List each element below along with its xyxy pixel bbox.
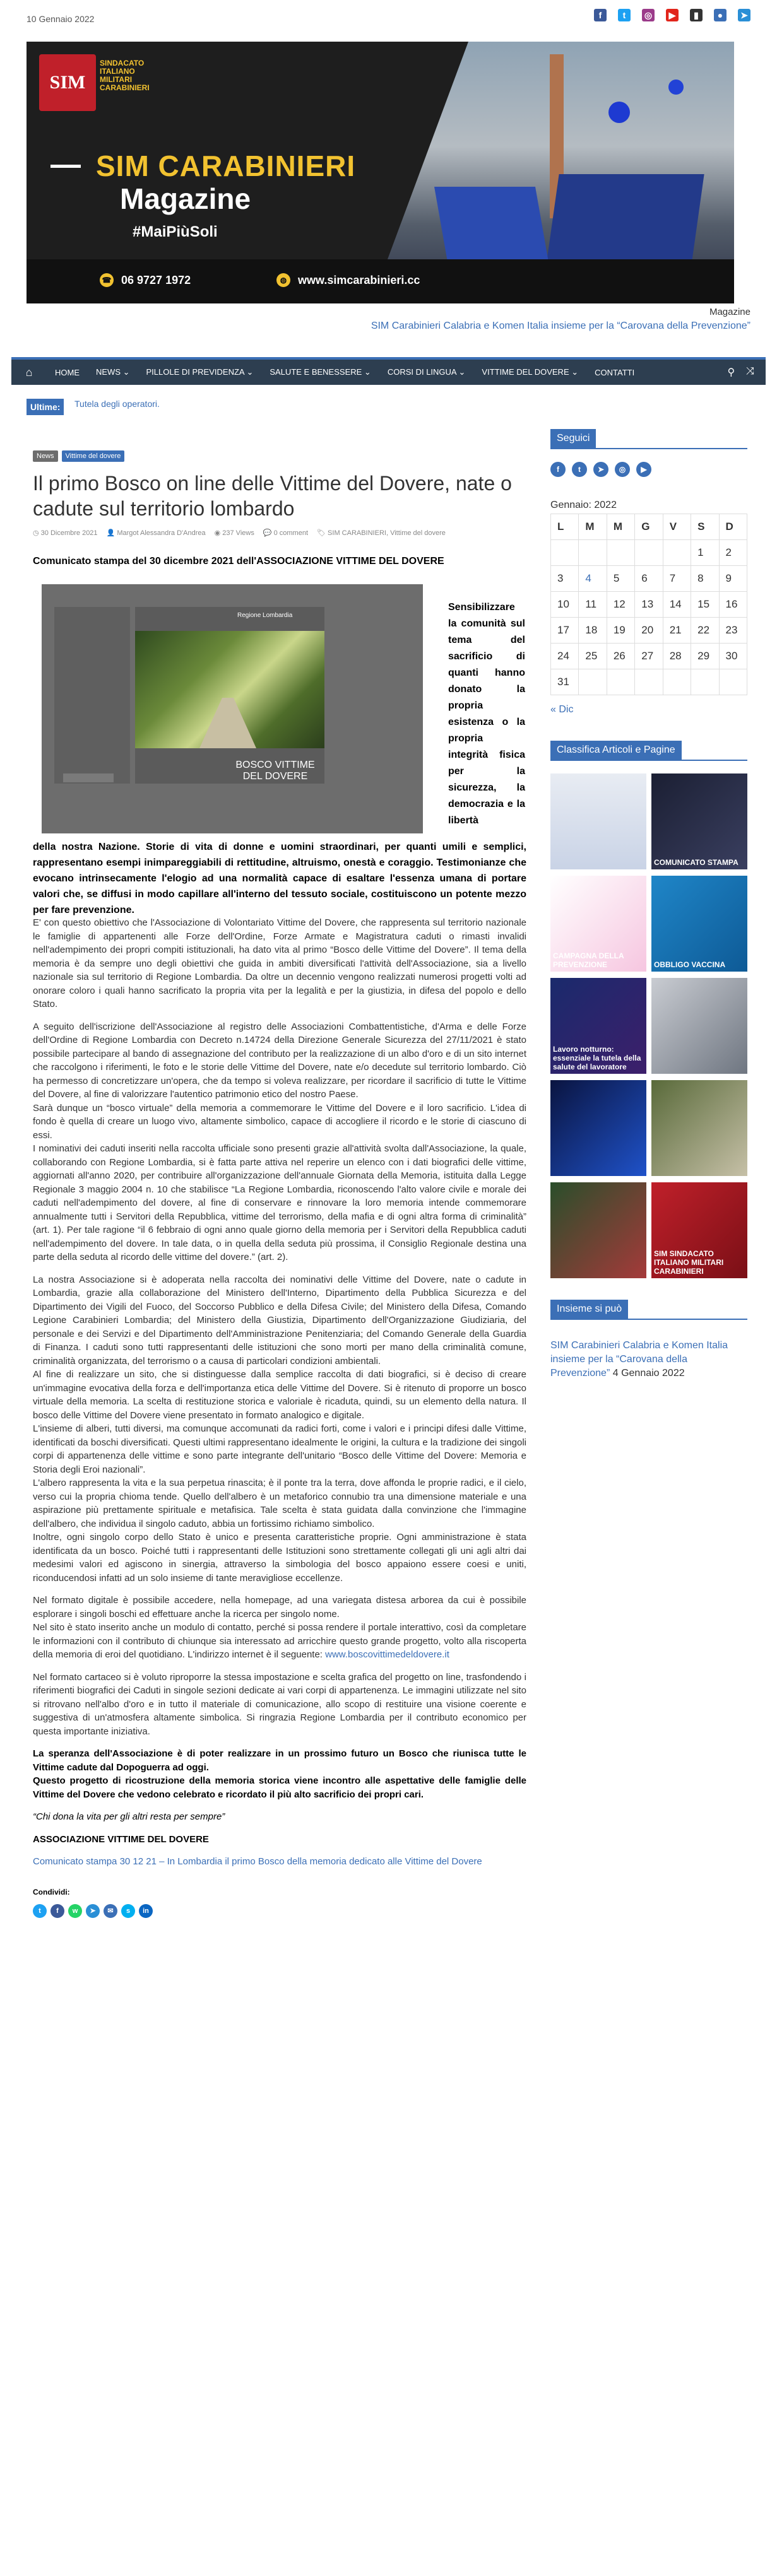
- twitter-share-icon[interactable]: t: [33, 1904, 47, 1918]
- calendar-day: 3: [551, 566, 579, 592]
- calendar-day: 6: [635, 566, 663, 592]
- search-icon[interactable]: ⚲: [727, 367, 735, 378]
- facebook-share-icon[interactable]: f: [50, 1904, 64, 1918]
- paragraph: L'albero rappresenta la vita e la sua perpetua rinascita; è il ponte tra la terra, dove affonda le proprie radici, e il cielo, verso cui la propria chioma tende. Quello dell'albero è un metaforico connubio tra una dimensione materiale e una aspirazione più prettamente spirituale e metafisica. Tale scelta è stata guidata dalla convinzione che l'immagine dell'albero, che individua il singolo caduto, abbia un fortissimo richiamo simbolico.: [33, 1478, 526, 1529]
- calendar-day: [551, 540, 579, 566]
- article-title: Il primo Bosco on line delle Vittime del Dovere, nate o cadute sul territorio lombardo: [33, 472, 512, 520]
- banner-subtitle: Magazine: [120, 182, 251, 215]
- youtube-icon[interactable]: ▶: [666, 9, 679, 21]
- thumbnail-caption: [651, 1171, 747, 1176]
- calendar-day: 30: [719, 644, 747, 669]
- thumbnail-caption: [550, 1171, 646, 1176]
- sim-logo-text: SINDACATO ITALIANO MILITARI CARABINIERI: [100, 59, 150, 92]
- facebook-icon[interactable]: f: [594, 9, 607, 21]
- calendar-day: [607, 540, 634, 566]
- thumbnail-caption: [550, 864, 646, 869]
- calendar-day: 18: [579, 618, 607, 644]
- paragraph: Sarà dunque un “bosco virtuale” della memoria a commemorare le Vittime del Dovere e il loro sacrificio. L'idea di fondo è quella di creare un luogo vivo, altamente simbolico, capace di accogliere il ricordo e le storie di ciascuno di essi.: [33, 1102, 526, 1141]
- paragraph: La nostra Associazione si è adoperata nella raccolta dei nominativi delle Vittime del Dovere, nate o cadute in Lombardia, grazie alla collaborazione del Ministero dell'Interno, Dipartimento della Pubblica Sicurezza e del Dipartimento dei Vigili del Fuoco, del Soccorso Pubblico e della Difesa Civile; del Ministero della Difesa, Comando Legione Carabinieri Lombardia; del Ministero della Giustizia, Dipartimento dell'Organizzazione Giudiziaria, del personale e dei Servizi e del Dipartimento dell'Amministrazione Penitenziaria; del Comando Generale della Guardia di Finanza. I caduti sono tutti rappresentanti delle istituzioni che sono morti per mano della criminalità comune, criminalità organizzata, del terrorismo o a causa di particolari condizioni ambientali.: [33, 1274, 526, 1367]
- intro-text-continued: della nostra Nazione. Storie di vita di donne e uomini straordinari, per quanti umili e semplici, rappresentano esempi inimpareggiabili di rettitudine, altruismo, onestà e coraggio. Testimonianze che evocano intrinsecamente l'elogio ad una normalità capace di esaltare l'essenza umana di portare valori che, se diffusi in modo capillare all'interno del tessuto sociale, costituiscono un potente mezzo per fare prevenzione.: [33, 842, 526, 915]
- regione-lombardia-logo: Regione Lombardia: [237, 612, 293, 619]
- telegram-icon[interactable]: ➤: [738, 9, 750, 21]
- calendar-day: 28: [663, 644, 691, 669]
- paragraph: A seguito dell'iscrizione dell'Associazione al registro delle Associazioni Combattentistiche, d'Arma e delle Forze dell'Ordine di Regione Lombardia con Decreto n.14724 della Direzione Generale Sicurezza del 27/11/2021 è stato possibile partecipare al bando di assegnazione del contributo per la realizzazione di un albo d'oro e di un sito internet che raccolgono i riferimenti, le foto e le storie delle Vittime del Dovere, nate e/o decedute sul territorio lombardo. Ciò ha permesso di concretizzare un'opera, che da tempo si voleva realizzare, per ricordare il sacrificio di tutte le Vittime del Dovere, al fine di valorizzare l'autentico patrimonio etico del nostro Paese.: [33, 1021, 526, 1100]
- intro-text: Sensibilizzare la comunità sul tema del sacrificio di quanti hanno donato la propria esistenza o la propria integrità fisica per la sicurezza, la democrazia e la libertà: [448, 602, 525, 826]
- calendar-day: 21: [663, 618, 691, 644]
- banner-title: SIM CARABINIERI: [96, 150, 356, 182]
- header-social-links: [594, 9, 750, 21]
- website-link[interactable]: www.boscovittimedeldovere.it: [325, 1649, 449, 1660]
- calendar-prev-month[interactable]: « Dic: [550, 704, 574, 715]
- calendar-day: 12: [607, 592, 634, 618]
- article: [33, 450, 526, 1915]
- top-post-thumbnail[interactable]: [651, 978, 747, 1074]
- skype-share-icon[interactable]: s: [121, 1904, 135, 1918]
- recent-post-link[interactable]: SIM Carabinieri Calabria e Komen Italia insieme per la “Carovana della Prevenzione”: [550, 1340, 728, 1379]
- calendar-weekday: V: [663, 514, 691, 540]
- press-release-link[interactable]: Comunicato stampa 30 12 21 – In Lombardia il primo Bosco della memoria dedicato alle Vittime del Dovere: [33, 1856, 482, 1867]
- top-post-thumbnail[interactable]: [651, 876, 747, 972]
- book-logo: [63, 773, 114, 782]
- calendar-day: 27: [635, 644, 663, 669]
- thumbnail-caption: [651, 1069, 747, 1074]
- share-label: Condividi:: [33, 1887, 70, 1897]
- calendar-day: [579, 540, 607, 566]
- top-post-thumbnail[interactable]: [550, 1182, 646, 1278]
- banner-balloon: [608, 102, 630, 123]
- article-categories: [33, 450, 526, 462]
- paragraph: Nel sito è stato inserito anche un modulo di contatto, perché si possa rendere il portale interattivo, così da completare le informazioni con il contributo di chiunque sia interessato ad arricchire questo grande progetto, volto alla riscoperta della memoria di eroi del quotidiano. L'indirizzo internet è il seguente: www.boscovittimedeldovere.it: [33, 1622, 526, 1660]
- share-buttons: [33, 1904, 526, 1918]
- calendar-day: 15: [691, 592, 719, 618]
- paragraph: Al fine di realizzare un sito, che si distinguesse dalla semplice raccolta di dati biografici, si è deciso di creare un'immagine evocativa della forza e dell'importanza etica delle Vittime del Dovere. Si è ritenuto di proporre un bosco virtuale della memoria. La scelta di restituzione storica e valoriale è ricaduta, quindi, su un elemento della natura. Il bosco delle Vittime del Dovere viene presentato in formato analogico e digitale.: [33, 1369, 526, 1421]
- news-ticker: [27, 399, 531, 415]
- calendar-day: 13: [635, 592, 663, 618]
- calendar-day: [663, 540, 691, 566]
- top-post-thumbnail[interactable]: [550, 1080, 646, 1176]
- meta-author[interactable]: 👤 Margot Alessandra D'Andrea: [106, 529, 206, 537]
- book-back-cover: [54, 607, 130, 784]
- site-description[interactable]: SIM Carabinieri Calabria e Komen Italia insieme per la “Carovana della Prevenzione”: [371, 321, 750, 331]
- calendar-day: [719, 669, 747, 695]
- article-meta: [33, 529, 526, 537]
- meta-comments[interactable]: 💬 0 comment: [263, 529, 309, 537]
- user-icon[interactable]: ●: [714, 9, 727, 21]
- nav-item[interactable]: CORSI DI LINGUA ⌄: [387, 367, 466, 377]
- calendar-day: 17: [551, 618, 579, 644]
- calendar-day: [635, 540, 663, 566]
- paragraph: Nel formato cartaceo si è voluto riproporre la stessa impostazione e scelta grafica del progetto on line, trasfondendo i riferimenti biografici dei Caduti in singole sezioni dedicate ai vari corpi di appartenenza. Le immagini utilizzate nel sito si ritrovano nell'albo d'oro e in tutto il materiale di comunicazione, allo scopo di restituire una visione coerente e suggestiva di un'atmosfera altamente simbolica. Si ringrazia Regione Lombardia per il contributo economico per questa importante iniziativa.: [33, 1671, 526, 1737]
- nav-item[interactable]: NEWS ⌄: [96, 367, 130, 377]
- current-date: 10 Gennaio 2022: [27, 14, 95, 24]
- calendar-day: 8: [691, 566, 719, 592]
- nav-item[interactable]: SALUTE E BENESSERE ⌄: [270, 367, 371, 377]
- calendar-day: [607, 669, 634, 695]
- calendar-day: 2: [719, 540, 747, 566]
- whatsapp-share-icon[interactable]: w: [68, 1904, 82, 1918]
- calendar-day: 29: [691, 644, 719, 669]
- calendar-day: 14: [663, 592, 691, 618]
- banner-phone: 06 9727 1972: [121, 274, 191, 286]
- nav-item[interactable]: VITTIME DEL DOVERE ⌄: [482, 367, 579, 377]
- random-post-icon[interactable]: ⤨: [746, 366, 754, 377]
- phone-icon: ☎: [100, 273, 114, 287]
- article-image[interactable]: [42, 584, 423, 833]
- calendar-day: 26: [607, 644, 634, 669]
- sidebar: [550, 429, 747, 1380]
- paragraph: Inoltre, ogni singolo corpo dello Stato è unico e presenta caratteristiche proprie. Ogni amministrazione è stata identificata da un bosco. Poiché tutti i rappresentanti delle Istituzioni sono strettamente collegati gli uni agli altri dai medesimi valori ed agiscono in sinergia, attraverso la simbologia del bosco appaiono essere coesi e uniti, riconducendosi infatti ad un solo insieme di tante meravigliose eccellenze.: [33, 1532, 526, 1584]
- linkedin-share-icon[interactable]: in: [139, 1904, 153, 1918]
- facebook-icon[interactable]: f: [550, 462, 566, 477]
- thumbnail-caption: Lavoro notturno: essenziale la tutela della salute del lavoratore: [553, 1045, 641, 1071]
- calendar-weekday: D: [719, 514, 747, 540]
- follow-links: [550, 462, 747, 477]
- calendar-day: 22: [691, 618, 719, 644]
- widget-title: Insieme si può: [550, 1300, 747, 1320]
- paragraph: I nominativi dei caduti inseriti nella raccolta ufficiale sono presenti grazie all'attività svolta dall'Associazione, la quale, collaborando con Regione Lombardia, si è fatta parte attiva nel reperire un elenco con i dati biografici delle vittime, aggiornati all'anno 2020, per contribuire all'organizzazione dell'annuale Giornata della Memoria, istituita dalla Legge Regionale 3 maggio 2004 n. 10 che stabilisce “La Regione Lombardia, riconoscendo l'alto valore civile e morale dei caduti nell'adempimento del dovere, al fine di conservare e rinnovare la loro memoria intende commemorare annualmente tutti i Servitori della Repubblica, vittime del terrorismo, della mafia e di ogni altra forma di criminalità” (art. 1). Per tale ragione “il 6 febbraio di ogni anno quale giorno della memoria per i Servitori della Repubblica caduti nell'adempimento del dovere. In tale data, o in quella della seduta più prossima, il Consiglio Regionale destina una parte della seduta al ricordo delle vittime del dovere.” (art. 2).: [33, 1143, 526, 1262]
- banner-hashtag: #MaiPiùSoli: [133, 223, 218, 240]
- calendar-day: [691, 669, 719, 695]
- book-icon[interactable]: ▮: [690, 9, 703, 21]
- instagram-icon[interactable]: ◎: [642, 9, 655, 21]
- calendar-day: 24: [551, 644, 579, 669]
- thumbnail-caption: [550, 1273, 646, 1278]
- calendar: [550, 514, 747, 695]
- calendar-day: 31: [551, 669, 579, 695]
- paragraph: Nel formato digitale è possibile accedere, nella homepage, ad una variegata distesa arborea da cui è possibile esplorare i singoli boschi ed effettuare anche la ricerca per singolo nome.: [33, 1595, 526, 1620]
- nav-item[interactable]: CONTATTI: [595, 367, 635, 377]
- calendar-caption: Gennaio: 2022: [550, 500, 617, 510]
- calendar-day: 23: [719, 618, 747, 644]
- calendar-day: [635, 669, 663, 695]
- calendar-day: [663, 669, 691, 695]
- top-bar: [0, 0, 777, 39]
- site-title[interactable]: Magazine: [709, 307, 750, 317]
- calendar-day: 16: [719, 592, 747, 618]
- nav-item[interactable]: HOME: [55, 367, 80, 377]
- widget-title: Classifica Articoli e Pagine: [550, 741, 747, 761]
- calendar-weekday: G: [635, 514, 663, 540]
- top-post-thumbnail[interactable]: [651, 1182, 747, 1278]
- youtube-icon[interactable]: ▶: [636, 462, 651, 477]
- paragraph: Questo progetto di ricostruzione della memoria storica viene incontro alle aspettative delle famiglie delle Vittime del Dovere che vedono celebrato e ricordato il più alto sacrificio dei propri cari.: [33, 1775, 526, 1800]
- calendar-day: 19: [607, 618, 634, 644]
- calendar-day: 9: [719, 566, 747, 592]
- meta-tags[interactable]: 🏷 SIM CARABINIERI, Vittime del dovere: [317, 529, 446, 537]
- signature: ASSOCIAZIONE VITTIME DEL DOVERE: [33, 1833, 209, 1845]
- ticker-item[interactable]: Tutela degli operatori.: [74, 399, 160, 409]
- calendar-day: 11: [579, 592, 607, 618]
- top-post-thumbnail[interactable]: [651, 773, 747, 869]
- calendar-day: [579, 669, 607, 695]
- top-post-thumbnail[interactable]: [550, 773, 646, 869]
- header-banner[interactable]: [27, 42, 734, 303]
- category-badge[interactable]: Vittime del dovere: [62, 450, 125, 462]
- closing-quote: “Chi dona la vita per gli altri resta per sempre”: [33, 1811, 225, 1822]
- telegram-share-icon[interactable]: ➤: [86, 1904, 100, 1918]
- calendar-day: 20: [635, 618, 663, 644]
- paragraph: L'insieme di alberi, tutti diversi, ma comunque accomunati da radici forti, come i valori e i principi difesi dalle Vittime, identificati da boschi diversificati. Questi ultimi rappresentano idealmente le origini, la cultura e la tradizione dei singoli corpi di appartenenza delle vittime e sono parte integrante dell'unitario “Bosco delle Vittime del Dovere: Memoria e Storia degli Eroi nazionali”.: [33, 1423, 526, 1475]
- calendar-day: 10: [551, 592, 579, 618]
- calendar-day: 1: [691, 540, 719, 566]
- top-posts-grid: [550, 773, 747, 1278]
- paragraph: La speranza dell'Associazione è di poter realizzare in un prossimo futuro un Bosco che riunisca tutte le Vittime cadute dal Dopoguerra ad oggi.: [33, 1748, 526, 1773]
- twitter-icon[interactable]: t: [572, 462, 587, 477]
- calendar-day: 7: [663, 566, 691, 592]
- calendar-weekday: M: [579, 514, 607, 540]
- top-post-thumbnail[interactable]: [550, 876, 646, 972]
- instagram-icon[interactable]: ◎: [615, 462, 630, 477]
- main-navigation: [11, 357, 766, 385]
- top-post-thumbnail[interactable]: [651, 1080, 747, 1176]
- category-badge[interactable]: News: [33, 450, 58, 462]
- banner-accent: [50, 165, 81, 168]
- widget-title: Seguici: [550, 429, 747, 449]
- sim-logo: SIM: [39, 54, 96, 111]
- twitter-icon[interactable]: t: [618, 9, 631, 21]
- calendar-weekday: S: [691, 514, 719, 540]
- meta-date[interactable]: ◷ 30 Dicembre 2021: [33, 529, 98, 537]
- thumbnail-caption: CAMPAGNA DELLA PREVENZIONE: [553, 951, 624, 969]
- article-lead: Comunicato stampa del 30 dicembre 2021 dell'ASSOCIAZIONE VITTIME DEL DOVERE: [33, 556, 444, 567]
- email-share-icon[interactable]: ✉: [104, 1904, 117, 1918]
- calendar-weekday: L: [551, 514, 579, 540]
- calendar-day: 5: [607, 566, 634, 592]
- thumbnail-caption: COMUNICATO STAMPA: [654, 858, 738, 867]
- thumbnail-caption: OBBLIGO VACCINA: [654, 960, 726, 969]
- top-post-thumbnail[interactable]: [550, 978, 646, 1074]
- globe-icon: ◍: [276, 273, 290, 287]
- banner-contact-strip: [27, 259, 734, 303]
- ticker-label: Ultime:: [27, 399, 64, 415]
- recent-post-date: 4 Gennaio 2022: [612, 1368, 685, 1379]
- banner-balloon: [668, 79, 684, 95]
- banner-website: www.simcarabinieri.cc: [298, 274, 420, 286]
- calendar-weekday: M: [607, 514, 634, 540]
- paragraph: E' con questo obiettivo che l'Associazione di Volontariato Vittime del Dovere, che rappresenta sul territorio nazionale le famiglie di appartenenti alle Forze dell'Ordine, Forze Armate e Magistratura caduti o rimasti invalidi nell'adempimento dei propri compiti istituzionali, ha dato vita al primo “Bosco delle Vittime del Dovere”. Il tema della memoria è da sempre uno degli obiettivi che guida in ambiti diversificati l'attività dell'Associazione, sia a livello nazionale sia sul territorio di Regione Lombardia. Da oltre un decennio vengono realizzati numerosi progetti volti ad onorare coloro i quali hanno sacrificato la propria vita per la legalità e per la giustizia, in difesa del popolo e dello Stato.: [33, 917, 526, 1009]
- thumbnail-caption: SIM SINDACATO ITALIANO MILITARI CARABINIERI: [654, 1249, 724, 1276]
- book-title: BOSCO VITTIME DEL DOVERE: [235, 760, 315, 782]
- calendar-day: 25: [579, 644, 607, 669]
- calendar-day[interactable]: 4: [579, 566, 607, 592]
- recent-post: [550, 1339, 747, 1380]
- home-icon[interactable]: ⌂: [25, 365, 33, 379]
- meta-views: ◉ 237 Views: [214, 529, 254, 537]
- nav-item[interactable]: PILLOLE DI PREVIDENZA ⌄: [146, 367, 254, 377]
- telegram-icon[interactable]: ➤: [593, 462, 608, 477]
